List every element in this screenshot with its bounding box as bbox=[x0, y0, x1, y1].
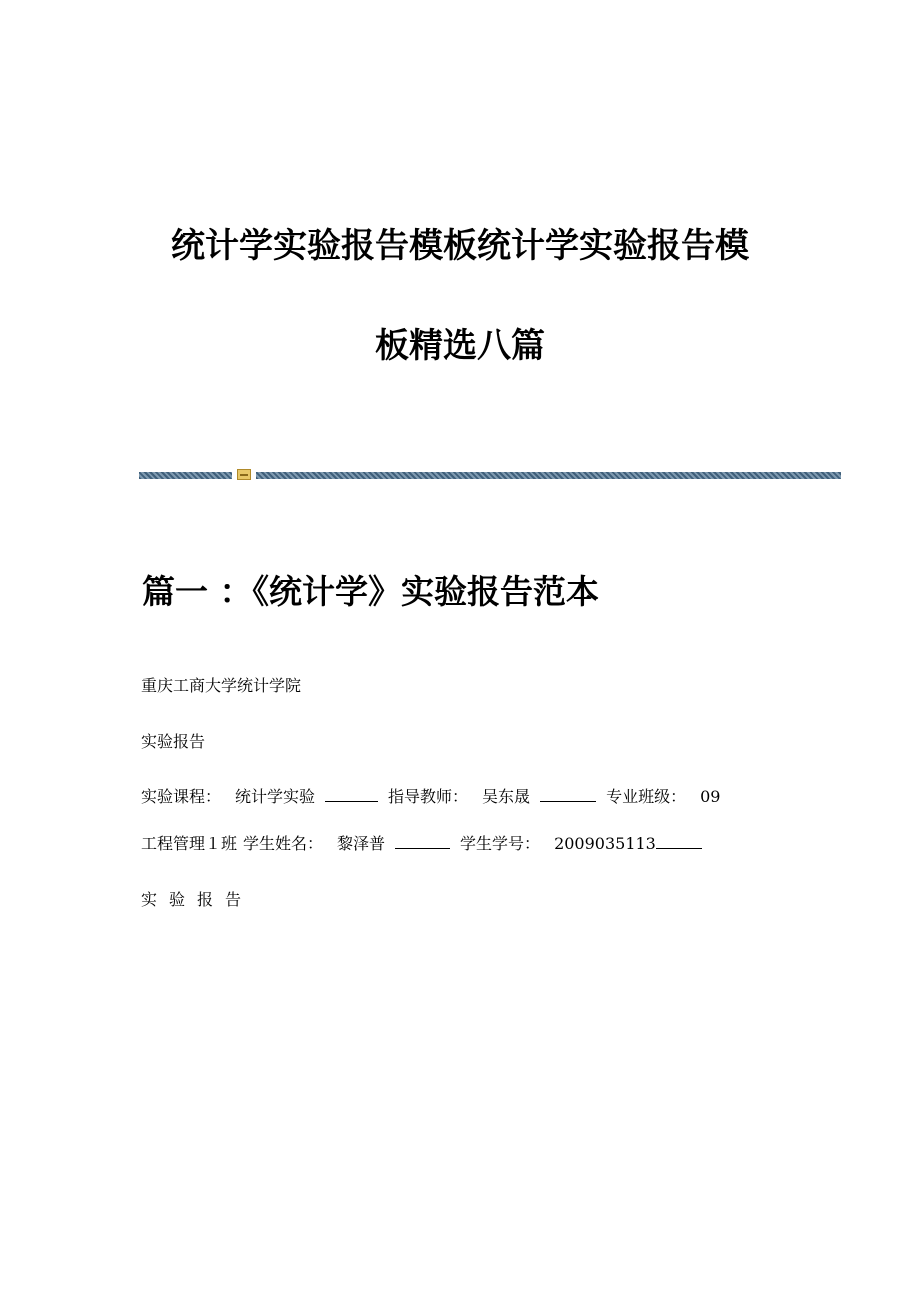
teacher-label: 指导教师： bbox=[388, 787, 469, 806]
class-value-part1: 09 bbox=[700, 787, 721, 806]
divider-bar-right bbox=[256, 472, 841, 479]
spaced-report-label: 实验报告 bbox=[141, 890, 254, 909]
document-title-line1: 统计学实验报告模板统计学实验报告模 bbox=[171, 226, 749, 266]
decorative-divider bbox=[139, 469, 841, 481]
teacher-value: 吴东晟 bbox=[482, 787, 531, 806]
divider-ornament-icon bbox=[237, 469, 251, 480]
teacher-blank bbox=[540, 787, 596, 802]
student-info-line bbox=[141, 834, 702, 854]
course-blank bbox=[325, 787, 378, 802]
document-title-line2: 板精选八篇 bbox=[375, 326, 545, 366]
course-label: 实验课程： bbox=[141, 787, 222, 806]
student-id-label: 学生学号： bbox=[460, 834, 541, 853]
student-name-blank bbox=[395, 834, 450, 849]
student-name-label: 学生姓名： bbox=[243, 834, 324, 853]
student-name-value: 黎泽普 bbox=[337, 834, 386, 853]
student-id-value: 2009035113 bbox=[554, 834, 656, 853]
student-id-blank bbox=[656, 834, 702, 849]
course-value: 统计学实验 bbox=[235, 787, 316, 806]
class-value-part2: 工程管理１班 bbox=[141, 834, 238, 853]
course-info-line bbox=[141, 787, 720, 807]
class-label: 专业班级： bbox=[606, 787, 687, 806]
school-name: 重庆工商大学统计学院 bbox=[141, 676, 302, 695]
divider-bar-left bbox=[139, 472, 232, 479]
report-label: 实验报告 bbox=[141, 732, 206, 751]
section-heading: 篇一 ：《统计学》实验报告范本 bbox=[142, 572, 599, 611]
